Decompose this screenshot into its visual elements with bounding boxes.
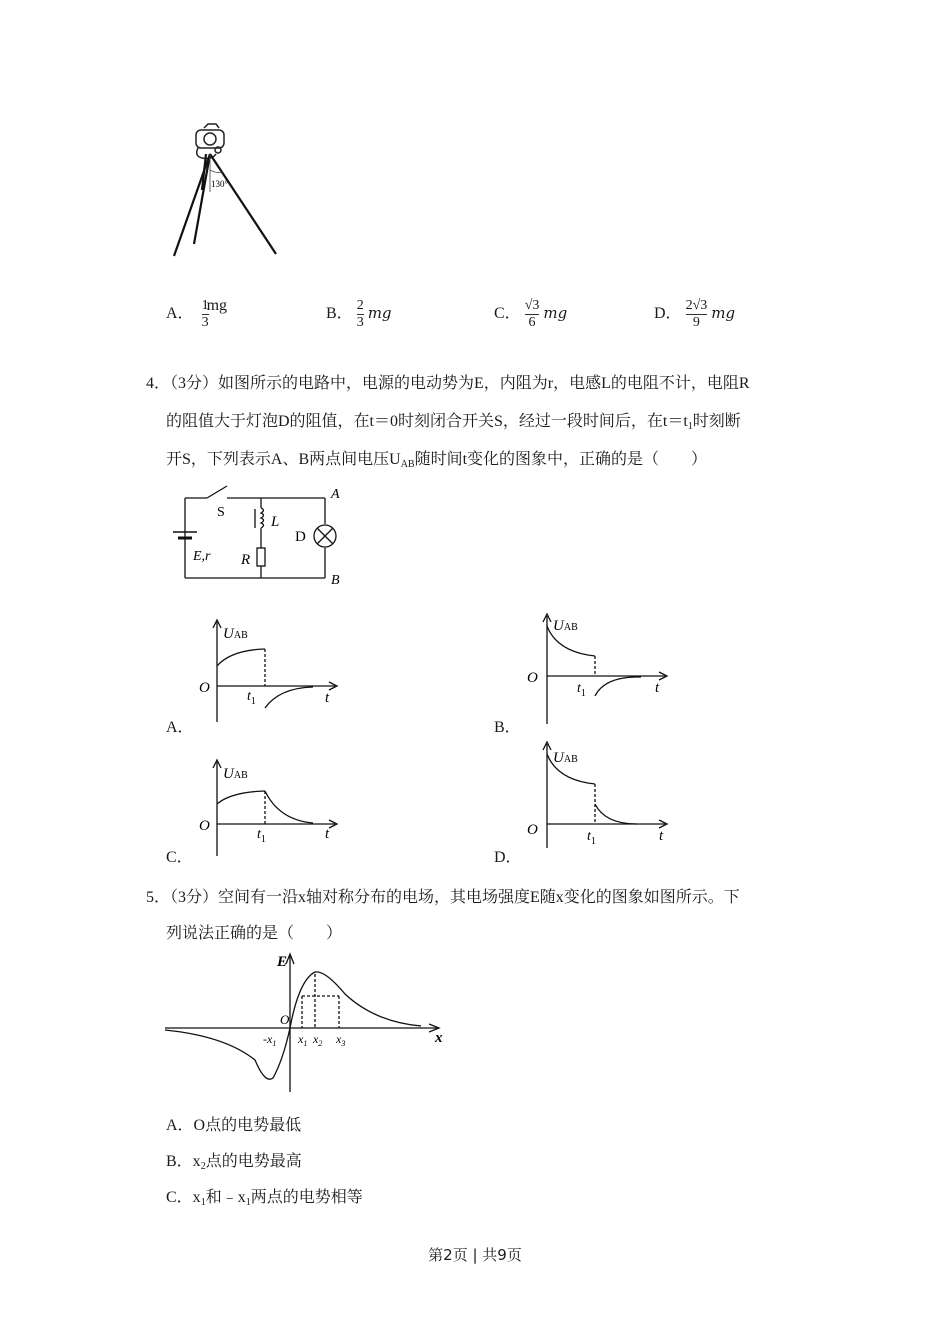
x2-label: $x_2$ (313, 1032, 323, 1048)
x1-label: $x_1$ (298, 1032, 308, 1048)
q5-line-1: 5．（3分）空间有一沿x轴对称分布的电场，其电场强度E随x变化的图象如图所示。下 (146, 889, 740, 906)
origin-label: O (280, 1012, 290, 1027)
y-axis-label: UAB (553, 750, 578, 766)
origin-label: O (199, 680, 210, 696)
fraction: $\frac{2}{3}$ (356, 298, 364, 330)
switch-label: S (217, 505, 225, 520)
circuit-diagram (165, 480, 355, 590)
y-axis-label: UAB (223, 626, 248, 642)
option-label: A． (166, 305, 194, 323)
t-axis-label: t (655, 680, 660, 696)
y-axis-label: UAB (553, 618, 578, 634)
option-label: D． (654, 305, 682, 323)
x3-label: $x_3$ (336, 1032, 346, 1048)
q4-line-2: 的阻值大于灯泡D的阻值，在t＝0时刻闭合开关S，经过一段时间后，在$t=t_1$时刻断 (166, 413, 741, 432)
y-axis-label: UAB (223, 766, 248, 782)
q4-option-c-label: C． (166, 849, 193, 866)
q5-option-c: C．$x_1$和$﹣x_1$两点的电势相等 (166, 1189, 363, 1208)
origin-label: O (527, 822, 538, 838)
q3-option-b (326, 298, 392, 331)
option-suffix: mg (543, 304, 568, 323)
option-label: C． (494, 305, 521, 323)
graph-option-b (525, 612, 675, 727)
tripod-figure (160, 120, 290, 262)
graph-option-d (525, 740, 675, 850)
q3-option-a (166, 298, 229, 331)
resistor-label: R (241, 552, 251, 568)
fraction: $\frac{1}{3}$ (201, 298, 209, 330)
electric-field-graph (165, 950, 455, 1092)
fraction: $\frac{2√3}{9}$ (685, 298, 708, 330)
t-axis-label: t (325, 826, 330, 842)
origin-label: O (527, 670, 538, 686)
q4-line-3: 开S，下列表示A、B两点间电压$U_{AB}$随时间t变化的图象中，正确的是（ ） (166, 451, 708, 470)
option-suffix: mg (367, 304, 392, 323)
tripod-angle-label: 130° (211, 179, 229, 189)
e-axis-label: E (277, 954, 288, 970)
page-footer: 第2页 | 共9页 (428, 1246, 522, 1264)
t-axis-label: t (325, 690, 330, 706)
t1-label: $t_1$ (577, 681, 586, 699)
t1-label: $t_1$ (257, 827, 266, 845)
node-b-label: B (331, 573, 340, 588)
q4-option-a-label: A． (166, 719, 194, 736)
graph-option-c (195, 758, 345, 858)
q4-option-b-label: B． (494, 719, 521, 736)
q5-line-2: 列说法正确的是（ ） (166, 925, 343, 942)
fraction: $\frac{√3}{6}$ (524, 298, 540, 330)
x-axis-label: x (435, 1030, 443, 1046)
q3-option-d (654, 298, 735, 331)
option-suffix: mg (206, 297, 228, 315)
origin-label: O (199, 818, 210, 834)
node-a-label: A (331, 487, 340, 502)
q3-option-c (494, 298, 567, 331)
graph-option-a (195, 618, 345, 728)
t1-label: $t_1$ (247, 689, 256, 707)
q4-option-d-label: D． (494, 849, 522, 866)
lamp-label: D (295, 529, 306, 545)
neg-x1-label: $-x_1$ (263, 1032, 277, 1048)
t1-label: $t_1$ (587, 829, 596, 847)
inductor-label: L (271, 514, 280, 530)
q4-line-1: 4．（3分）如图所示的电路中，电源的电动势为E，内阻为r，电感L的电阻不计，电阻R (146, 375, 750, 392)
q5-option-a: A．O点的电势最低 (166, 1117, 302, 1134)
source-label: E,r (193, 549, 211, 564)
option-label: B． (326, 305, 353, 323)
q5-option-b: B．$x_2$点的电势最高 (166, 1153, 302, 1172)
option-suffix: mg (711, 304, 736, 323)
t-axis-label: t (659, 828, 664, 844)
